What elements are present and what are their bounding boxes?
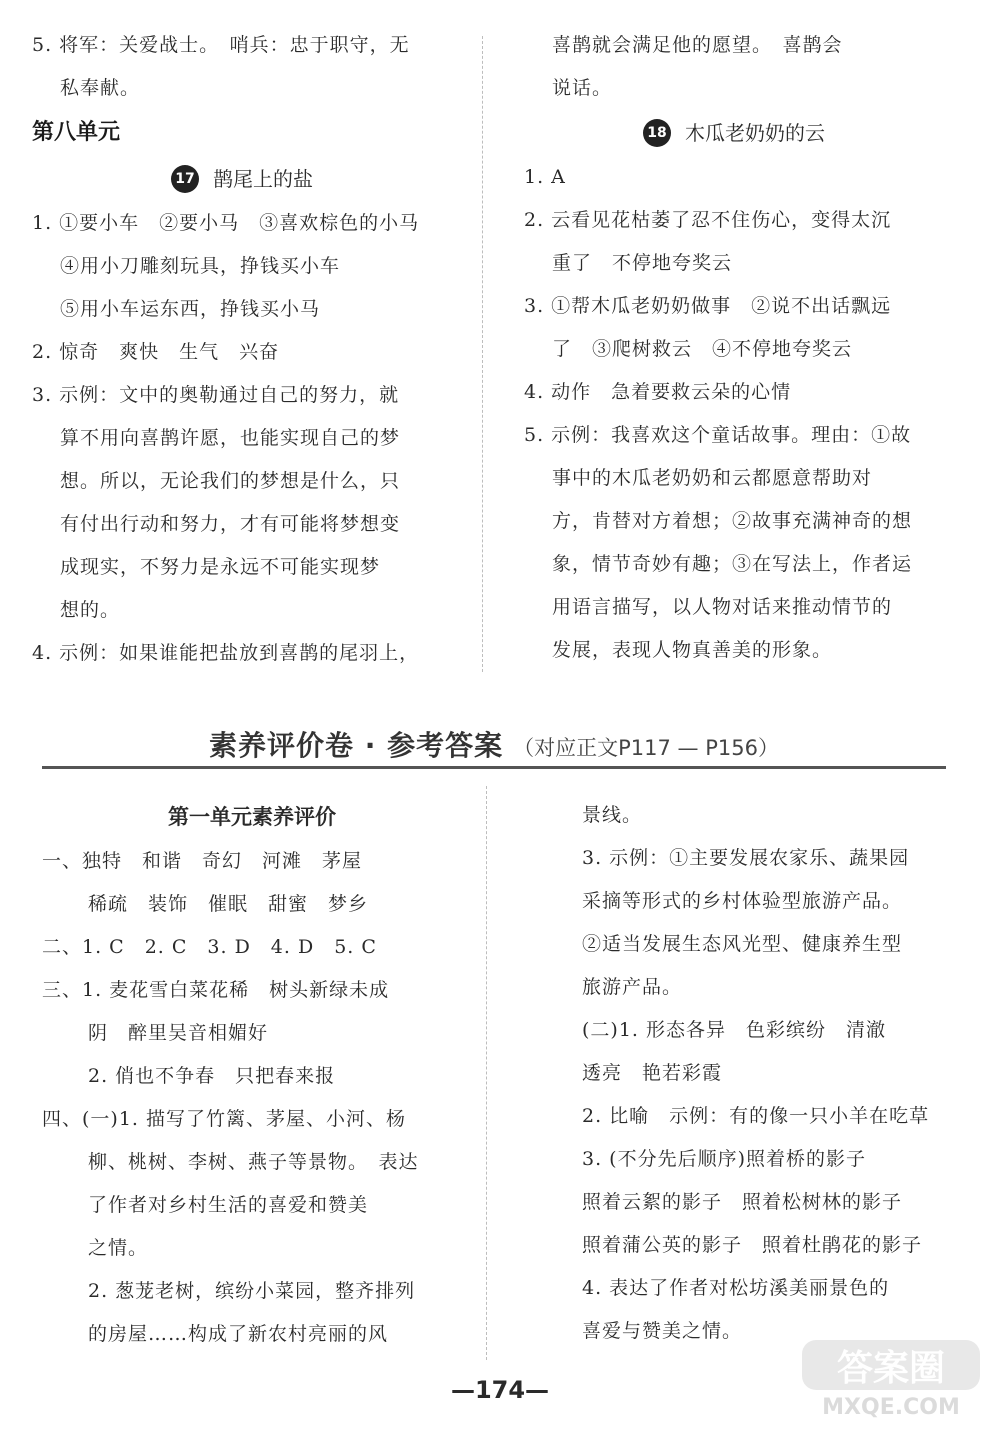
answer-line: 重了 不停地夸奖云 — [552, 252, 733, 274]
answer-line: 喜鹊就会满足他的愿望。 喜鹊会 — [552, 34, 843, 56]
answer-line: 4. 动作 急着要救云朵的心情 — [524, 381, 792, 403]
lesson-number-badge: 17 — [171, 165, 199, 193]
top-left-column — [32, 24, 452, 675]
answer-line: 稀疏 装饰 催眠 甜蜜 梦乡 — [88, 893, 369, 915]
answer-line: 2. 葱茏老树，缤纷小菜园，整齐排列 — [88, 1280, 416, 1302]
answer-line: 景线。 — [582, 804, 643, 826]
answer-line: 照着蒲公英的影子 照着杜鹃花的影子 — [582, 1234, 923, 1256]
answer-line: 用语言描写，以人物对话来推动情节的 — [552, 596, 893, 618]
section-subtitle: （对应正文P117 — P156） — [513, 736, 779, 760]
answer-line: 3. (不分先后顺序)照着桥的影子 — [582, 1148, 866, 1170]
answer-line: 三、1. 麦花雪白菜花稀 树头新绿未成 — [42, 979, 390, 1001]
answer-line: 说话。 — [552, 77, 613, 99]
unit-heading: 第八单元 — [32, 120, 121, 145]
answer-line: (二)1. 形态各异 色彩缤纷 清澈 — [582, 1019, 886, 1041]
answer-line: 想。所以，无论我们的梦想是什么，只 — [60, 470, 401, 492]
column-divider — [482, 36, 483, 672]
answer-line: 1. A — [524, 166, 566, 188]
answer-line: 发展，表现人物真善美的形象。 — [552, 639, 833, 661]
answer-line: 的房屋……构成了新农村亮丽的风 — [88, 1323, 389, 1345]
answer-line: 方，肯替对方着想；②故事充满神奇的想 — [552, 510, 913, 532]
watermark-logo — [796, 1336, 986, 1420]
watermark-bottom-text: MXQE.COM — [822, 1395, 960, 1420]
answer-line: 想的。 — [60, 599, 121, 621]
answer-line: 阴 醉里吴音相媚好 — [88, 1022, 269, 1044]
answer-line: 二、1. C 2. C 3. D 4. D 5. C — [42, 936, 377, 958]
evaluation-heading: 第一单元素养评价 — [168, 804, 336, 829]
column-divider — [486, 786, 487, 1360]
section-title — [42, 724, 946, 764]
section-rule — [42, 766, 946, 769]
answer-line: ⑤用小车运东西，挣钱买小马 — [60, 298, 321, 320]
answer-line: 之情。 — [88, 1237, 149, 1259]
lesson-title: 鹊尾上的盐 — [213, 167, 313, 191]
page-number: —174— — [450, 1376, 550, 1404]
answer-line: 3. ①帮木瓜老奶奶做事 ②说不出话飘远 — [524, 295, 892, 317]
answer-line: ②适当发展生态风光型、健康养生型 — [582, 933, 903, 955]
answer-line: 透亮 艳若彩霞 — [582, 1062, 723, 1084]
answer-line: 算不用向喜鹊许愿，也能实现自己的梦 — [60, 427, 401, 449]
answer-line: 2. 惊奇 爽快 生气 兴奋 — [32, 341, 280, 363]
answer-line: 事中的木瓜老奶奶和云都愿意帮助对 — [552, 467, 873, 489]
answer-line: 3. 示例：文中的奥勒通过自己的努力，就 — [32, 384, 400, 406]
answer-line: 柳、桃树、李树、燕子等景物。 表达 — [88, 1151, 419, 1173]
answer-line: ④用小刀雕刻玩具，挣钱买小车 — [60, 255, 341, 277]
lesson-heading — [32, 156, 452, 202]
section-title-text: 素养评价卷 · 参考答案 — [209, 729, 504, 762]
answer-line: 3. 示例：①主要发展农家乐、蔬果园 — [582, 847, 910, 869]
answer-line: 1. ①要小车 ②要小马 ③喜欢棕色的小马 — [32, 212, 420, 234]
lesson-heading — [524, 110, 944, 156]
answer-line: 成现实，不努力是永远不可能实现梦 — [60, 556, 381, 578]
lesson-title: 木瓜老奶奶的云 — [685, 121, 825, 145]
answer-line: 旅游产品。 — [582, 976, 683, 998]
answer-line: 有付出行动和努力，才有可能将梦想变 — [60, 513, 401, 535]
answer-line: 一、独特 和谐 奇幻 河滩 茅屋 — [42, 850, 363, 872]
answer-line: 2. 俏也不争春 只把春来报 — [88, 1065, 336, 1087]
answer-line: 2. 云看见花枯萎了忍不住伤心，变得太沉 — [524, 209, 892, 231]
bottom-right-column — [582, 794, 952, 1353]
answer-line: 采摘等形式的乡村体验型旅游产品。 — [582, 890, 903, 912]
answer-line: 了作者对乡村生活的喜爱和赞美 — [88, 1194, 369, 1216]
answer-line: 了 ③爬树救云 ④不停地夸奖云 — [552, 338, 853, 360]
answer-line: 2. 比喻 示例：有的像一只小羊在吃草 — [582, 1105, 930, 1127]
answer-line: 四、(一)1. 描写了竹篱、茅屋、小河、杨 — [42, 1108, 406, 1130]
answer-line: 象，情节奇妙有趣；③在写法上，作者运 — [552, 553, 913, 575]
watermark-top-text: 答案圈 — [836, 1348, 946, 1389]
lesson-number-badge: 18 — [643, 119, 671, 147]
answer-line: 喜爱与赞美之情。 — [582, 1320, 743, 1342]
answer-line: 4. 表达了作者对松坊溪美丽景色的 — [582, 1277, 890, 1299]
answer-line: 4. 示例：如果谁能把盐放到喜鹊的尾羽上， — [32, 642, 420, 664]
answer-line: 私奉献。 — [60, 77, 141, 99]
answer-line: 照着云絮的影子 照着松树林的影子 — [582, 1191, 903, 1213]
answer-line: 5. 将军：关爱战士。 哨兵：忠于职守，无 — [32, 34, 410, 56]
bottom-left-column — [42, 794, 462, 1356]
answer-line: 5. 示例：我喜欢这个童话故事。理由：①故 — [524, 424, 912, 446]
top-right-column — [524, 24, 944, 672]
